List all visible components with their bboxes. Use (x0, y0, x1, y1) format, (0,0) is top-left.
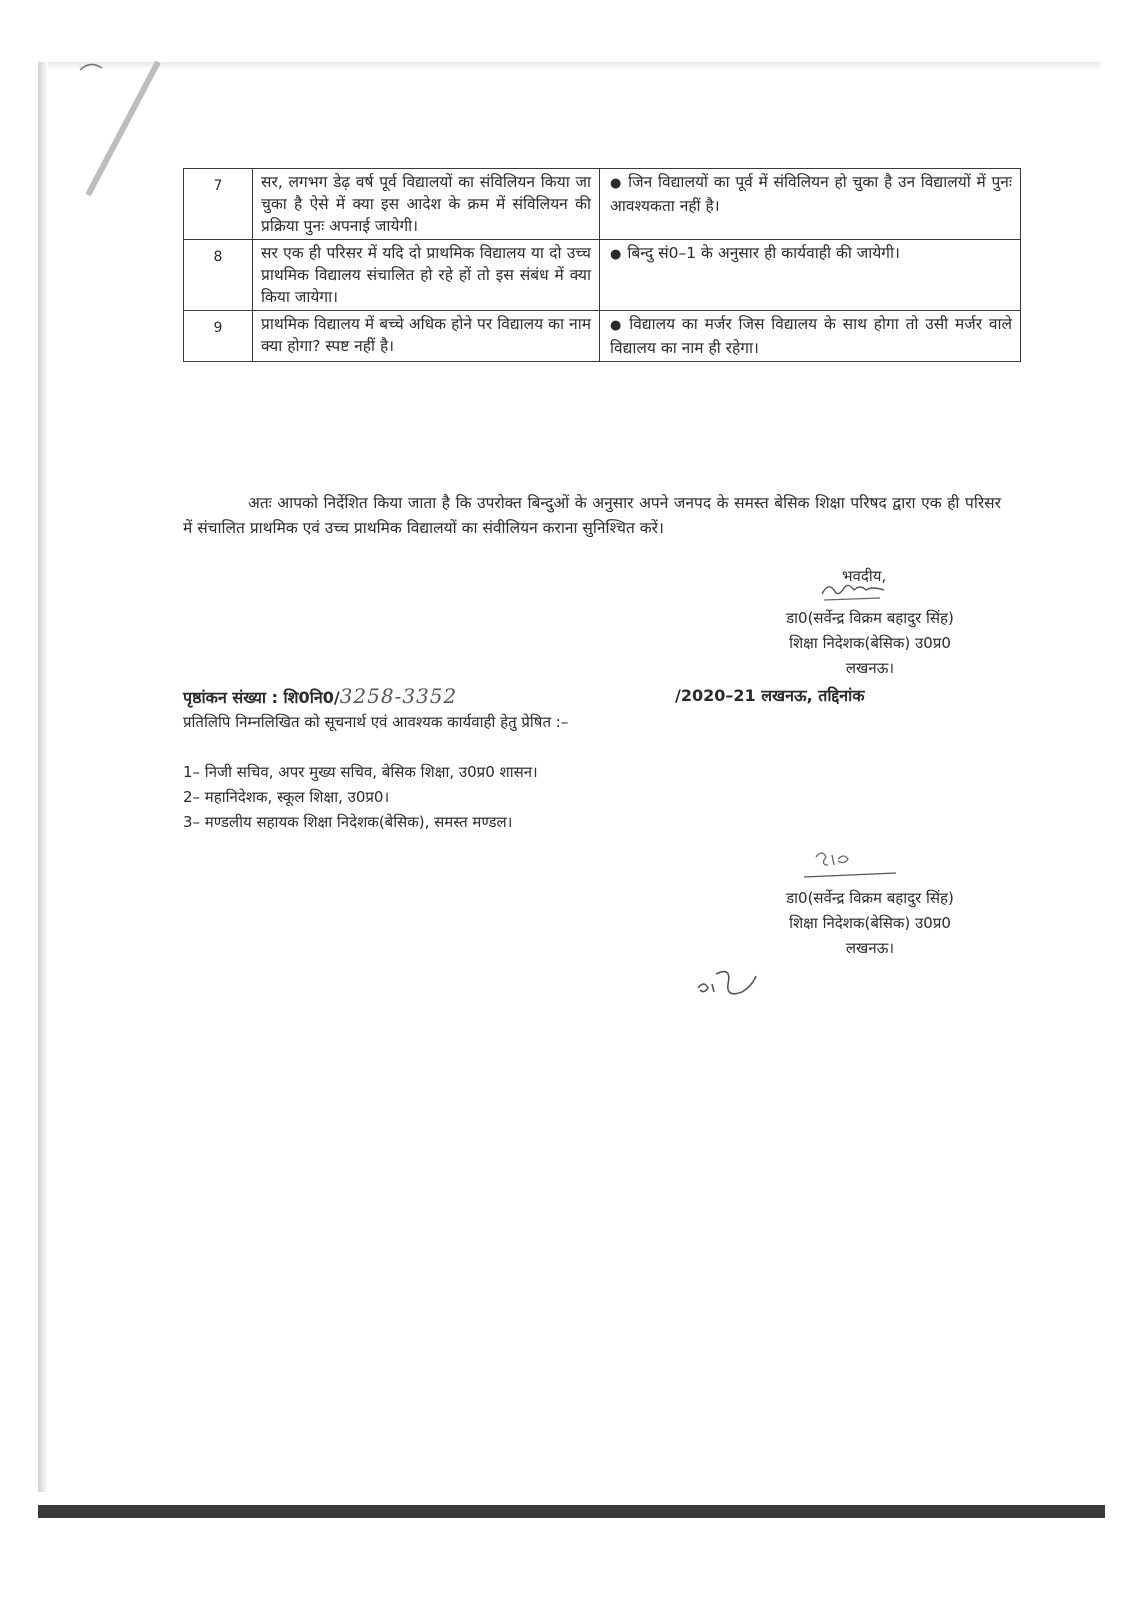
bullet-icon: ● (610, 176, 623, 191)
instruction-paragraph: अतः आपको निर्देशित किया जाता है कि उपरोक्त बिन्दुओं के अनुसार अपने जनपद के समस्त बेसिक शिक्षा परिषद द्वारा एक ही परिसर में संचालित प्राथमिक एवं उच्च प्राथमिक विद्यालयों का संवीलियन कराना सुनिश्चित करें। (183, 493, 1001, 537)
list-item: 1– निजी सचिव, अपर मुख्य सचिव, बेसिक शिक्षा, उ0प्र0 शासन। (183, 763, 538, 781)
answer-text: बिन्दु सं0–1 के अनुसार ही कार्यवाही की जायेगी। (627, 244, 900, 262)
bullet-icon: ● (610, 318, 624, 333)
list-item: 3– मण्डलीय सहायक शिक्षा निदेशक(बेसिक), समस्त मण्डल। (183, 813, 513, 831)
row-number: 8 (184, 240, 253, 311)
answer-text: विद्यालय का मर्जर जिस विद्यालय के साथ होगा तो उसी मर्जर वाले विद्यालय का नाम ही रहेगा। (610, 315, 1013, 357)
endorsement-suffix: /2020–21 लखनऊ, तद्दिनांक (675, 686, 865, 705)
signature-block (740, 570, 1000, 681)
answer-cell (600, 169, 1021, 240)
scan-edge-bottom (38, 1505, 1105, 1518)
table-row (184, 169, 1021, 240)
signatory-place: लखनऊ। (845, 659, 895, 677)
bullet-icon: ● (610, 247, 622, 262)
table-row (184, 311, 1021, 362)
signature-mark (800, 845, 900, 885)
endorsement-prefix: पृष्ठांकन संख्या : शि0नि0/ (183, 688, 340, 707)
signatory-name: डा0(सर्वेन्द्र विक्रम बहादुर सिंह) (786, 609, 954, 627)
question-cell: प्राथमिक विद्यालय में बच्चे अधिक होने पर विद्यालय का नाम क्या होगा? स्पष्ट नहीं है। (253, 311, 600, 362)
signatory-place: लखनऊ। (845, 939, 895, 957)
signature-block (740, 886, 1000, 961)
table-row (184, 240, 1021, 311)
answer-cell (600, 311, 1021, 362)
initials-mark (692, 962, 762, 1006)
question-cell: सर एक ही परिसर में यदि दो प्राथमिक विद्यालय या दो उच्च प्राथमिक विद्यालय संचालित हो रहे हों तो इस संबंध में क्या किया जायेगा। (253, 240, 600, 311)
scan-edge-left (38, 62, 48, 1492)
page-fold-mark (78, 60, 168, 200)
signatory-designation: शिक्षा निदेशक(बेसिक) उ0प्र0 (789, 634, 951, 652)
salutation: भवदीय, (842, 567, 887, 585)
scan-edge-top (40, 62, 1100, 70)
answer-text: जिन विद्यालयों का पूर्व में संविलियन हो चुका है उन विद्यालयों में पुनः आवश्यकता नहीं है। (610, 173, 1013, 215)
row-number: 7 (184, 169, 253, 240)
copy-intro: प्रतिलिपि निम्नलिखित को सूचनार्थ एवं आवश्यक कार्यवाही हेतु प्रेषित :– (183, 713, 569, 731)
signatory-designation: शिक्षा निदेशक(बेसिक) उ0प्र0 (789, 914, 951, 932)
endorsement-handwritten-number: 3258-3352 (339, 684, 458, 708)
copy-list (183, 760, 538, 835)
row-number: 9 (184, 311, 253, 362)
answer-cell (600, 240, 1021, 311)
signatory-name: डा0(सर्वेन्द्र विक्रम बहादुर सिंह) (786, 889, 954, 907)
endorsement-line (183, 684, 983, 708)
question-cell: सर, लगभग डेढ़ वर्ष पूर्व विद्यालयों का संविलियन किया जा चुका है ऐसे में क्या इस आदेश के क्रम में संविलियन की प्रक्रिया पुनः अपनाई जायेगी। (253, 169, 600, 240)
clarification-table (183, 168, 1021, 362)
list-item: 2– महानिदेशक, स्कूल शिक्षा, उ0प्र0। (183, 788, 390, 806)
